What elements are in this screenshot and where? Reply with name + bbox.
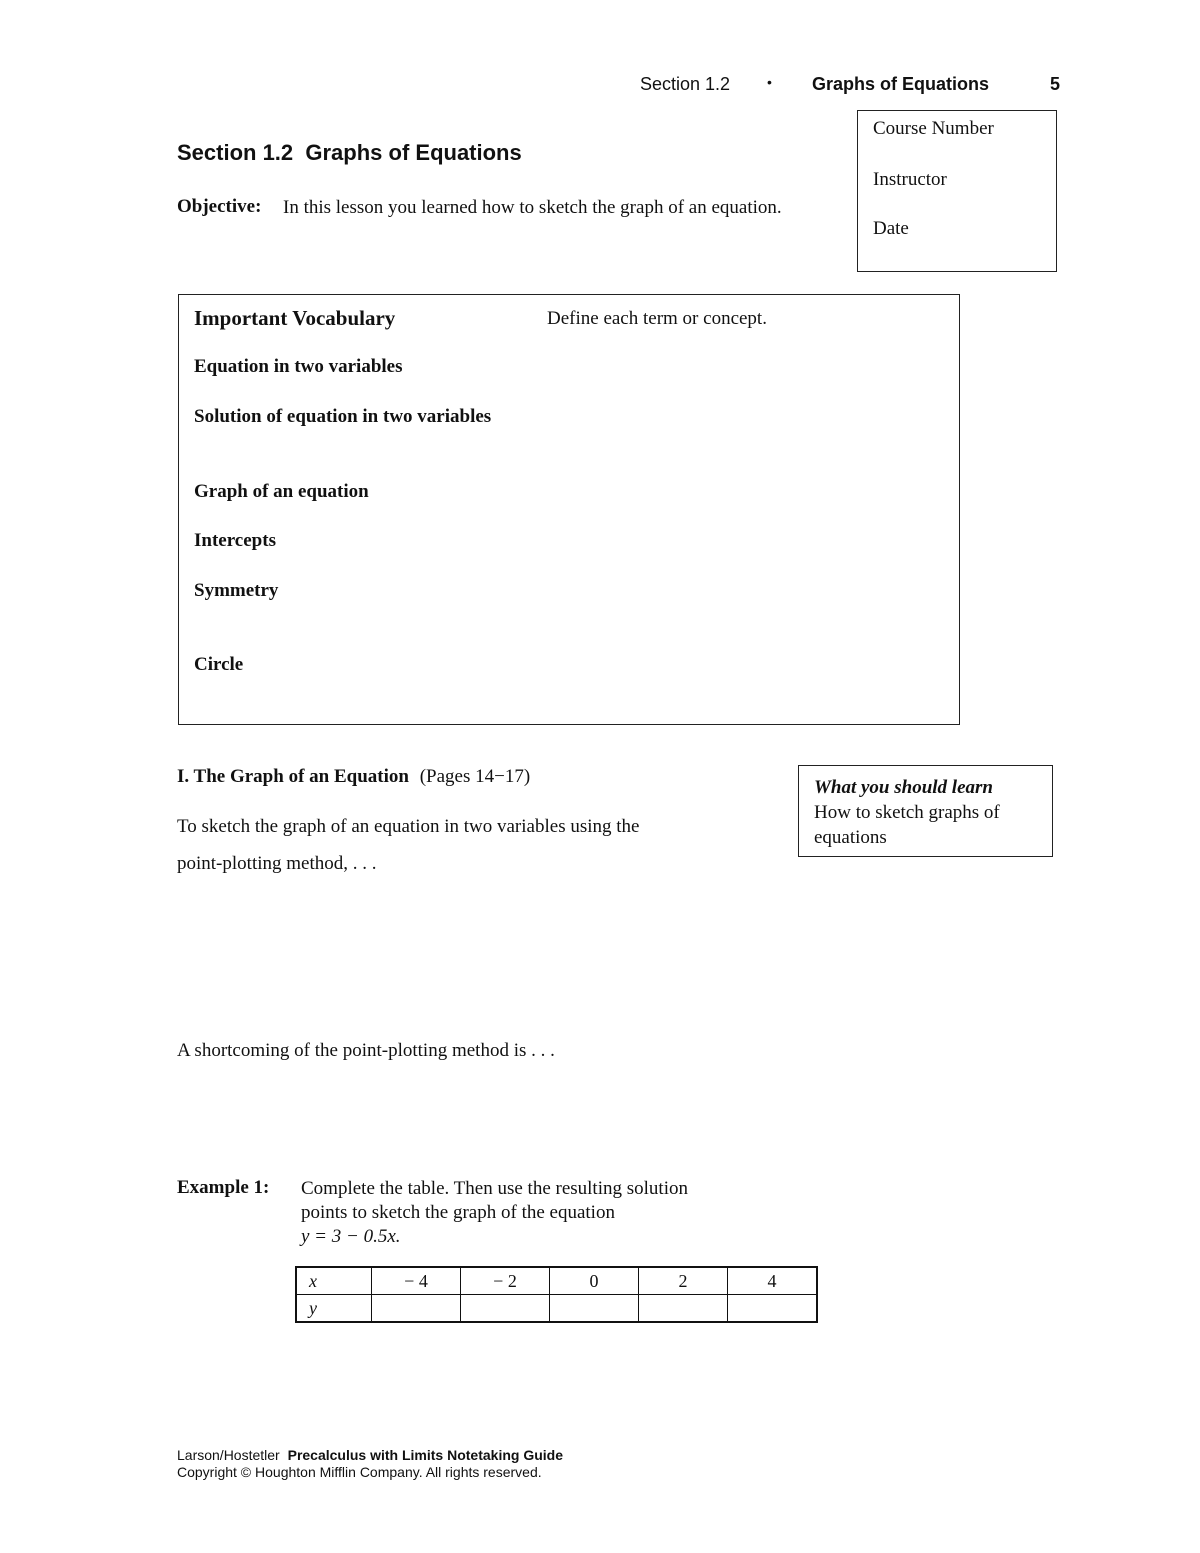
course-number-label: Course Number [873, 118, 994, 139]
example-line: points to sketch the graph of the equation [301, 1202, 615, 1223]
header-bullet: • [767, 74, 772, 90]
y-value-cell [728, 1295, 818, 1323]
footer-copyright: Copyright © Houghton Mifflin Company. All rights reserved. [177, 1464, 542, 1480]
date-label: Date [873, 218, 909, 239]
example-label: Example 1: [177, 1177, 270, 1198]
x-value-cell: 4 [728, 1267, 818, 1295]
paragraph-text: To sketch the graph of an equation in two variables using the [177, 816, 640, 837]
footer-authors: Larson/Hostetler [177, 1447, 280, 1463]
vocab-term: Solution of equation in two variables [194, 406, 492, 427]
x-value-cell: − 4 [372, 1267, 461, 1295]
y-value-cell [550, 1295, 639, 1323]
section-heading-title: I. The Graph of an Equation [177, 766, 409, 787]
example-text [301, 1177, 771, 1249]
objective-label: Objective: [177, 196, 262, 217]
vocab-term: Intercepts [194, 530, 276, 551]
vocab-term: Equation in two variables [194, 356, 403, 377]
page-title: Section 1.2 Graphs of Equations [177, 140, 522, 165]
instructor-label: Instructor [873, 169, 947, 190]
vocabulary-instruction: Define each term or concept. [547, 308, 767, 329]
section-heading-pages: (Pages 14−17) [419, 766, 531, 787]
vocab-term: Graph of an equation [194, 481, 369, 502]
paragraph-text: point-plotting method, . . . [177, 853, 377, 874]
learning-objective-text: How to sketch graphs of equations [814, 802, 1000, 848]
y-value-cell [461, 1295, 550, 1323]
learning-objective-box [798, 765, 1053, 857]
table-row [296, 1295, 817, 1323]
example-equation: y = 3 − 0.5x. [301, 1226, 401, 1247]
vocabulary-box [178, 294, 960, 725]
header-section: Section 1.2 [640, 74, 731, 94]
x-header-cell: x [296, 1267, 372, 1295]
value-table [295, 1266, 818, 1323]
y-value-cell [639, 1295, 728, 1323]
footer [177, 1447, 563, 1481]
learning-objective-title: What you should learn [814, 777, 993, 798]
page-number: 5 [1049, 74, 1060, 94]
footer-book-title: Precalculus with Limits Notetaking Guide [287, 1447, 563, 1463]
section-heading [177, 766, 530, 788]
x-value-cell: − 2 [461, 1267, 550, 1295]
example-line: Complete the table. Then use the resulting solution [301, 1178, 688, 1199]
y-value-cell [372, 1295, 461, 1323]
objective-text: In this lesson you learned how to sketch the graph of an equation. [283, 197, 782, 218]
vocab-term: Circle [194, 654, 244, 675]
x-value-cell: 0 [550, 1267, 639, 1295]
running-header [640, 74, 1060, 98]
vocab-term: Symmetry [194, 580, 279, 601]
header-title: Graphs of Equations [812, 74, 990, 94]
table-row [296, 1267, 817, 1295]
course-info-box [857, 110, 1057, 272]
vocabulary-title: Important Vocabulary [194, 306, 396, 330]
footer-book-line [177, 1447, 563, 1464]
x-value-cell: 2 [639, 1267, 728, 1295]
y-header-cell: y [296, 1295, 372, 1323]
paragraph-text: A shortcoming of the point-plotting method is . . . [177, 1040, 555, 1061]
